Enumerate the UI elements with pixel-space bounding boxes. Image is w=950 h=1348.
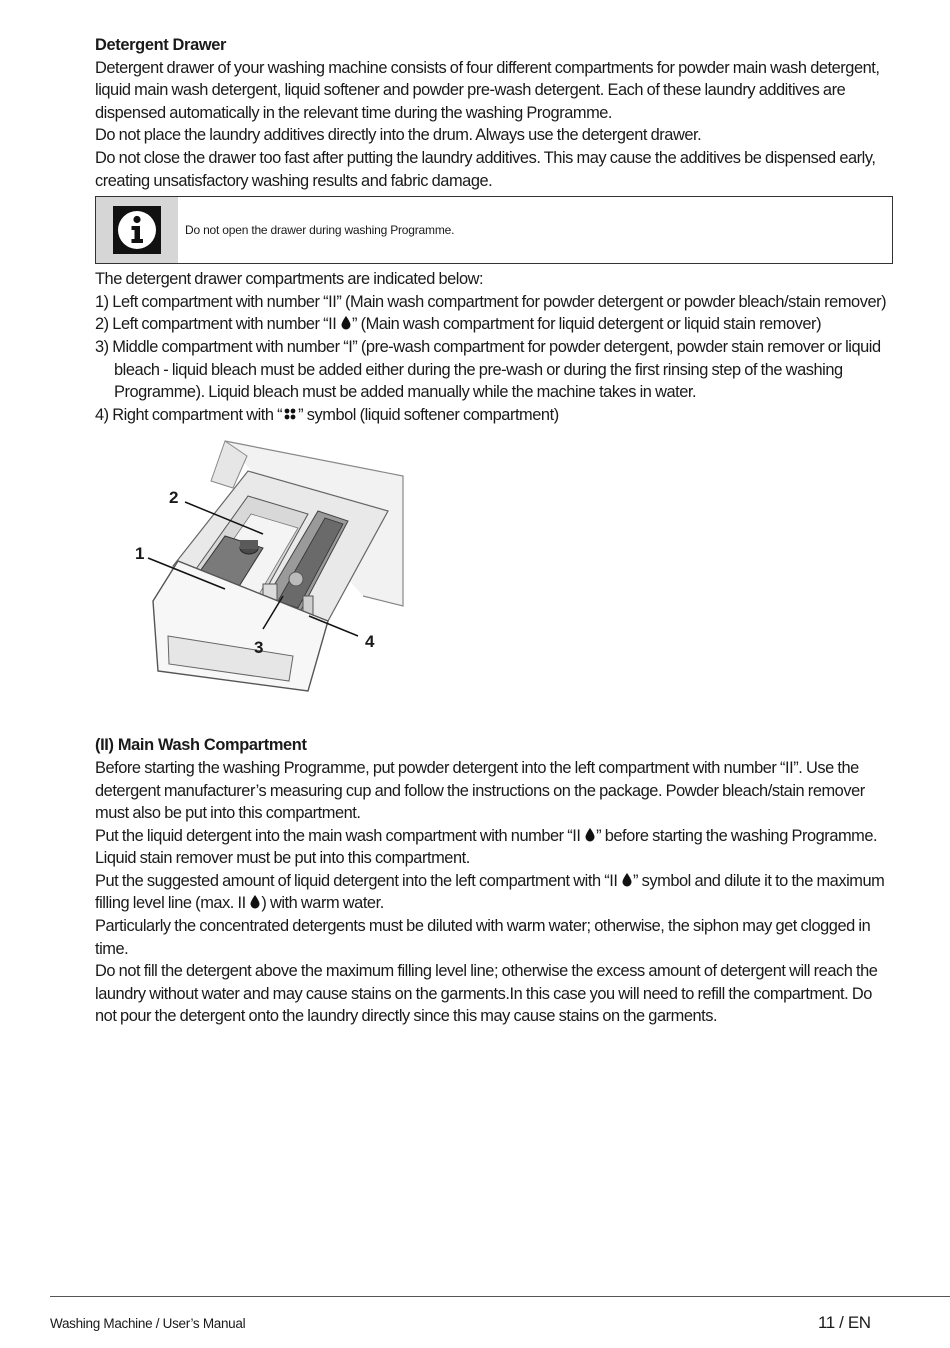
compartment-2-text-b: ” (Main wash compartment for liquid detergent or liquid stain remover) [351,315,822,334]
paragraph-liquid-detergent [95,825,895,870]
paragraph-liquid-detergent-a: Put the liquid detergent into the main wash compartment with number “II [95,826,585,845]
drop-icon [341,316,351,330]
paragraph-liquid-detergent-b: ” before starting the washing Programme. Liquid stain remover must be put into this compartment. [95,826,878,868]
callout-label-2: 2 [169,488,179,508]
info-note-box [95,196,893,264]
compartment-2-text-a: 2) Left compartment with number “II [95,315,340,334]
paragraph-close-slowly: Do not close the drawer too fast after putting the laundry additives. This may cause the additives be dispensed early, creating unsatisfactory washing results and fabric damage. [95,148,876,190]
list-item [95,313,895,336]
paragraph-dilute-a: Put the suggested amount of liquid detergent into the left compartment with “II [95,871,622,890]
paragraph-concentrated: Particularly the concentrated detergents must be diluted with warm water; otherwise, the siphon may get clogged in time. [95,917,871,958]
paragraph-dilute-c: ) with warm water. [261,894,384,913]
paragraph-powder-detergent: Before starting the washing Programme, put powder detergent into the left compartment with number “II”. Use the detergent manufacturer’s measuring cup and follow the instructions on the package. Powder bleach/stain remover must also be put into this compartment. [95,758,865,823]
footer-manual-title: Washing Machine / User’s Manual [50,1316,246,1331]
info-icon-cell [96,197,178,263]
callout-label-4: 4 [365,632,375,652]
paragraph-drawer-intro: Detergent drawer of your washing machine consists of four different compartments for powder main wash detergent, liquid main wash detergent, liquid softener and powder pre-wash detergent. Each of these laundry additives are dispensed automatically in the relevant time during the washing Programme. [95,58,880,122]
compartment-list [95,291,895,427]
paragraph-dilute-b: ” symbol and dilute it to the maximum filling level line (max. II [95,871,885,913]
compartment-1-text: 1) Left compartment with number “II” (Main wash compartment for powder detergent or powder bleach/stain remover) [95,292,887,311]
section-heading-detergent-drawer: Detergent Drawer [95,36,227,54]
page-content [95,34,895,1028]
list-item [95,404,895,427]
callout-label-3: 3 [254,638,264,658]
drop-icon [622,873,632,887]
compartment-4-text-a: 4) Right compartment with “ [95,405,283,424]
paragraph-no-drum: Do not place the laundry additives directly into the drum. Always use the detergent drawer. [95,126,702,145]
footer-divider [50,1296,950,1297]
list-item [95,291,895,314]
drawer-drawing [113,436,413,726]
drop-icon [250,895,260,909]
info-icon [113,206,161,254]
footer-page-number: 11 / EN [818,1313,871,1332]
drop-icon [585,828,595,842]
callout-label-1: 1 [135,544,145,564]
compartment-3-text: 3) Middle compartment with number “I” (pre-wash compartment for powder detergent, powder stain remover or liquid bleach - liquid bleach must be added either during the pre-wash or during the first rinsing step of the washing Programme). Liquid bleach must be added manually while the machine takes in water. [95,337,881,402]
section-heading-main-wash: (II) Main Wash Compartment [95,736,307,755]
paragraph-dilute [95,870,895,915]
flower-icon [283,408,297,420]
detergent-drawer-illustration [113,436,413,726]
list-item [95,336,895,404]
compartments-intro: The detergent drawer compartments are indicated below: [95,270,484,289]
paragraph-do-not-overfill: Do not fill the detergent above the maximum filling level line; otherwise the excess amount of detergent will reach the laundry without water and may cause stains on the garments.In this case you will need to refill the compartment. Do not pour the detergent onto the laundry directly since this may cause stains on the garments. [95,962,878,1026]
compartment-4-text-b: ” symbol (liquid softener compartment) [298,405,559,424]
info-note-text: Do not open the drawer during washing Programme. [185,223,455,238]
